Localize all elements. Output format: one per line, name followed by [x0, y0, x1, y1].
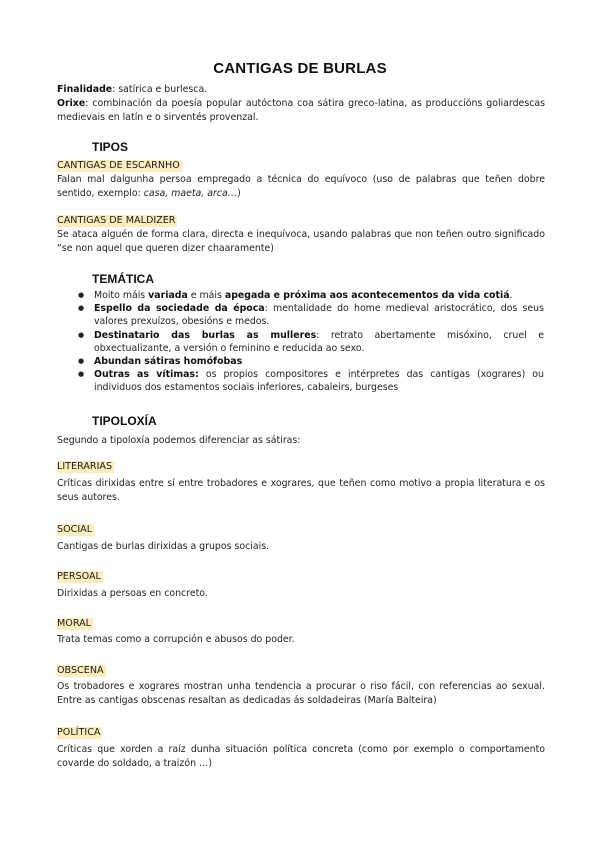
- intro-orixe: [57, 97, 545, 125]
- type-label-social: SOCIAL: [57, 524, 93, 535]
- type-label-persoal: PERSOAL: [57, 571, 101, 582]
- finalidade-label: Finalidade: [57, 84, 113, 95]
- tematica-heading: TEMÁTICA: [92, 272, 154, 286]
- type-label-politica: POLÍTICA: [57, 727, 101, 738]
- maldizer-text: Se ataca alguén de forma clara, directa e inequívoca, usando palabras que non teñen outro significado “se non aquel que queren dizer chaaramente): [57, 229, 545, 254]
- intro-finalidade: [57, 83, 545, 97]
- type-text-politica: Críticas que xorden a raíz dunha situación política concreta (como por exemplo o comportamento covarde do soldado, a traizón …): [57, 744, 545, 769]
- escarnho-text-2: ): [237, 188, 241, 199]
- maldizer-label: CANTIGAS DE MALDIZER: [57, 215, 176, 226]
- type-text-social: Cantigas de burlas dirixidas a grupos sociais.: [57, 541, 270, 552]
- type-text-literarias: Críticas dirixidas entre sí entre trobadores e xograres, que teñen como motivo a propia literatura e os seus autores.: [57, 478, 545, 503]
- tematica-item: ● Outras as vítimas: os propios compositores e intérpretes das cantigas (xograres) ou individuos dos estamentos sociais inferiores, cabaleirs, burgeses: [78, 368, 544, 394]
- type-text-persoal: Dirixidas a persoas en concreto.: [57, 588, 208, 599]
- orixe-text: : combinación da poesía popular autóctona coa sátira greco-latina, as produccións goliardescas medievais en latín e o sirventés provenzal.: [57, 98, 545, 123]
- tipoloxia-intro: Segundo a tipoloxía podemos diferenciar as sátiras:: [57, 435, 301, 446]
- finalidade-text: : satírica e burlesca.: [112, 84, 208, 95]
- escarnho-text: [57, 173, 545, 201]
- escarnho-text-1: Falan mal dalgunha persoa empregado a técnica do equívoco (uso de palabras que teñen dobre sentido, exemplo:: [57, 174, 545, 199]
- escarnho-examples: casa, maeta, arca…: [143, 188, 238, 199]
- tematica-item: ● Destinatario das burlas as mulleres: retrato abertamente misóxino, cruel e obxectualizante, a versión o feminino e reducida ao sexo.: [78, 329, 544, 355]
- tematica-item: ● Abundan sátiras homófobas: [78, 355, 544, 368]
- tipoloxia-heading: TIPOLOXÍA: [92, 414, 157, 428]
- tematica-item: ● Espello da sociedade da época: mentalidade do home medieval aristocrático, dos seus valores prexuízos, obesións e medos.: [78, 302, 544, 328]
- type-text-moral: Trata temas como a corrupción e abusos do poder.: [57, 634, 295, 645]
- orixe-label: Orixe: [57, 98, 86, 109]
- type-text-obscena: Os trobadores e xograres mostran unha tendencia a procurar o riso fácil, con referencias ao sexual. Entre as cantigas obscenas resaltan as dedicadas ás soldadeiras (María Balteira): [57, 681, 545, 706]
- tematica-list: [78, 289, 544, 395]
- type-label-moral: MORAL: [57, 618, 92, 629]
- type-label-obscena: OBSCENA: [57, 665, 104, 676]
- page-title: CANTIGAS DE BURLAS: [213, 60, 387, 77]
- tematica-item: ● Moito máis variada e máis apegada e próxima aos acontecementos da vida cotiá.: [78, 289, 544, 302]
- escarnho-label: CANTIGAS DE ESCARNHO: [57, 160, 180, 171]
- type-label-literarias: LITERARIAS: [57, 461, 113, 472]
- tipos-heading: TIPOS: [92, 140, 129, 154]
